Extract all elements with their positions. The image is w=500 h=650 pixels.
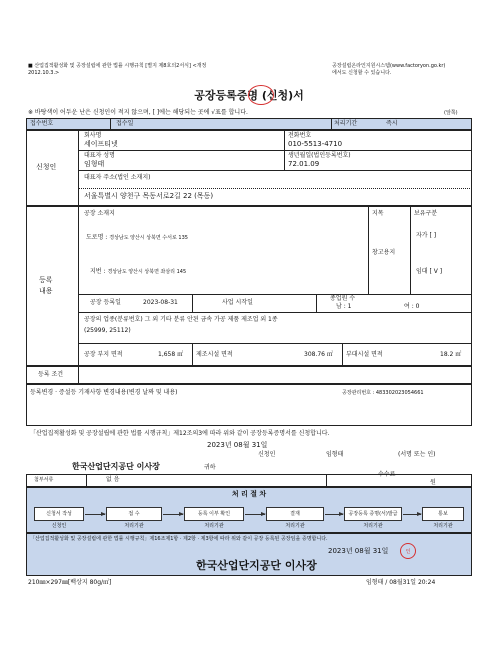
process-step-4-label: 결재 — [290, 511, 300, 517]
process-arrow-1 — [85, 514, 105, 515]
industry-codes: (25999, 25112) — [84, 327, 131, 334]
attachments-value: 없 음 — [106, 476, 120, 483]
process-step-2-label: 접 수 — [128, 511, 140, 517]
road-address-row — [86, 235, 188, 241]
handwritten-circle-mark — [248, 85, 274, 105]
certification-date: 2023년 08월 31일 — [328, 547, 389, 555]
industry-classification: 공장의 업종(분류번호) 그 외 기타 분류 안된 금속 가공 제품 제조업 외 1종 — [84, 316, 278, 323]
manufacturing-area-label: 제조시설 면적 — [196, 351, 233, 358]
fee-unit: 원 — [430, 479, 436, 486]
employees-male: 남 : 1 — [336, 303, 352, 310]
applicant-signature-name: 임형태 — [326, 451, 344, 458]
process-step-2 — [106, 507, 162, 521]
auxiliary-area-value: 18.2 ㎡ — [440, 351, 462, 358]
registration-section — [26, 206, 472, 366]
employees-label: 종업원 수 — [330, 295, 356, 302]
title-circled-word: 증명 — [236, 89, 258, 102]
auxiliary-area-label: 부대시설 면적 — [346, 351, 383, 358]
process-actor-1: 신청인 — [51, 523, 67, 529]
applicant-signature-label: 신청인 — [258, 451, 276, 458]
applicant-section-label: 신청인 — [36, 163, 57, 171]
representative-address-value: 서울특별시 양천구 목동서로2길 22 (목동) — [84, 192, 214, 200]
road-address-label: 도로명 : — [86, 234, 110, 241]
phone-label: 전화번호 — [288, 132, 312, 139]
processing-period-value: 즉시 — [386, 120, 398, 127]
process-step-5-label: 공장등록 증명(서)발급 — [348, 511, 398, 517]
attachments-row — [26, 471, 472, 487]
registration-date-value: 2023-08-31 — [143, 299, 178, 306]
official-seal-text: 인 — [405, 548, 411, 555]
representative-label: 대표자 성명 — [84, 152, 115, 159]
form-revision-date: 2012.10.3.> — [28, 70, 60, 76]
process-actor-4: 처리기관 — [285, 523, 305, 529]
birth-date-label: 생년월일(법인등록번호) — [288, 152, 351, 159]
title-part-2: (신청)서 — [258, 89, 304, 102]
owned-option: 자가 [ ] — [416, 232, 437, 239]
process-title: 처 리 절 차 — [231, 490, 267, 498]
employees-female: 여 : 0 — [404, 303, 420, 310]
process-step-3 — [184, 507, 244, 521]
document-page — [26, 50, 472, 590]
process-step-3-label: 등록 이부 확인 — [197, 511, 231, 517]
paper-size-note: 210㎜×297㎜[백상지 80g/㎡] — [28, 579, 112, 586]
online-system-notice-2: 에서도 신청할 수 있습니다. — [332, 70, 392, 76]
registration-section-label-1: 등록 — [39, 276, 53, 284]
instruction-notice: ※ 바탕색이 어두운 난은 신청인이 적지 않으며, [ ]에는 해당되는 곳에 √표를 합니다. — [28, 109, 248, 116]
conditions-row — [26, 366, 472, 384]
process-arrow-4 — [325, 514, 343, 515]
online-system-notice: 공장설립온라인지원시스템(www.factoryon.go.kr) — [332, 63, 446, 69]
process-actor-5: 처리기관 — [363, 523, 383, 529]
representative-value: 임형태 — [84, 160, 105, 168]
processing-period-label: 처리기간 — [334, 120, 358, 127]
process-arrow-2 — [163, 514, 183, 515]
signature-instruction: (서명 또는 인) — [398, 451, 436, 458]
business-start-label: 사업 시작일 — [222, 299, 253, 306]
form-legal-basis: ■ 산업집적활성화 및 공장설립에 관한 법률 시행규칙 [별지 제8호의2서식] <개정 — [28, 63, 207, 69]
process-arrow-5 — [403, 514, 421, 515]
fee-label: 수수료 — [378, 471, 396, 478]
manufacturing-area-value: 308.76 ㎡ — [304, 351, 333, 358]
print-stamp: 임형태 / 08월31일 20:24 — [366, 579, 436, 586]
certification-issuer: 한국산업단지공단 이사장 — [196, 559, 317, 572]
receipt-number-label: 접수번호 — [30, 120, 54, 127]
declaration-date: 2023년 08월 31일 — [207, 441, 268, 449]
process-actor-3: 처리기관 — [204, 523, 224, 529]
company-name-value: 세이프티넷 — [84, 140, 118, 148]
road-address-value: 경상남도 양산시 상북면 수서로 135 — [109, 235, 188, 241]
attachments-label: 첨부서류 — [34, 477, 54, 483]
certification-text: 「산업집적활성화 및 공장설립에 관한 법률 시행규칙」제16조제1항 · 제2항 · 제3항에 따라 위와 같이 공장 등록된 공장임을 증명합니다. — [30, 536, 328, 542]
change-history-label: 등록변경 · 증설등 기재사항 변경내용(변경 날짜 및 내용) — [30, 389, 178, 396]
front-side-label: (앞쪽) — [444, 110, 458, 116]
phone-value: 010-5513-4710 — [288, 140, 343, 148]
lot-address-row — [90, 269, 186, 275]
site-area-label: 공장 부지 면적 — [84, 351, 123, 358]
process-actor-6: 처리기관 — [433, 523, 453, 529]
lot-address-value: 경상남도 양산시 상북면 좌삼리 145 — [107, 269, 187, 275]
process-arrow-3 — [245, 514, 265, 515]
process-step-4 — [266, 507, 324, 521]
birth-date-value: 72.01.09 — [288, 160, 320, 168]
process-step-1 — [34, 507, 84, 521]
process-step-1-label: 신청서 작성 — [46, 511, 72, 517]
company-name-label: 회사명 — [84, 132, 102, 139]
registration-date-label: 공장 등록일 — [90, 299, 121, 306]
receipt-row — [26, 118, 472, 130]
registration-section-label-2: 내용 — [39, 287, 53, 295]
management-number-value: 483302023054661 — [375, 390, 424, 396]
declaration-text: 「산업집적활성화 및 공장설립에 관한 법률 시행규칙」제12조의3에 따라 위와 같이 공장등록증명서를 신청합니다. — [30, 430, 330, 437]
title-part-1: 공장등록 — [194, 89, 237, 102]
lot-address-label: 지번 : — [90, 268, 108, 275]
ownership-type-label: 보유구분 — [414, 210, 438, 217]
recipient-suffix: 귀하 — [204, 464, 216, 471]
representative-address-label: 대표자 주소(법인 소재지) — [84, 174, 151, 181]
recipient-organization: 한국산업단지공단 이사장 — [72, 462, 160, 471]
official-seal — [400, 543, 416, 559]
process-step-6 — [422, 507, 464, 521]
factory-location-label: 공장 소재지 — [84, 210, 115, 217]
leased-option: 임대 [ V ] — [416, 268, 443, 275]
conditions-label: 등록 조건 — [38, 371, 64, 378]
factory-management-number — [342, 391, 424, 396]
land-category-label: 지목 — [372, 210, 384, 217]
management-number-label: 공장관리번호 : — [342, 390, 376, 396]
site-area-value: 1,658 ㎡ — [158, 351, 184, 358]
land-category-value: 창고용지 — [372, 249, 396, 256]
process-step-5 — [344, 507, 402, 521]
process-actor-2: 처리기관 — [124, 523, 144, 529]
receipt-date-label: 접수일 — [116, 120, 134, 127]
process-step-6-label: 통보 — [438, 511, 448, 517]
